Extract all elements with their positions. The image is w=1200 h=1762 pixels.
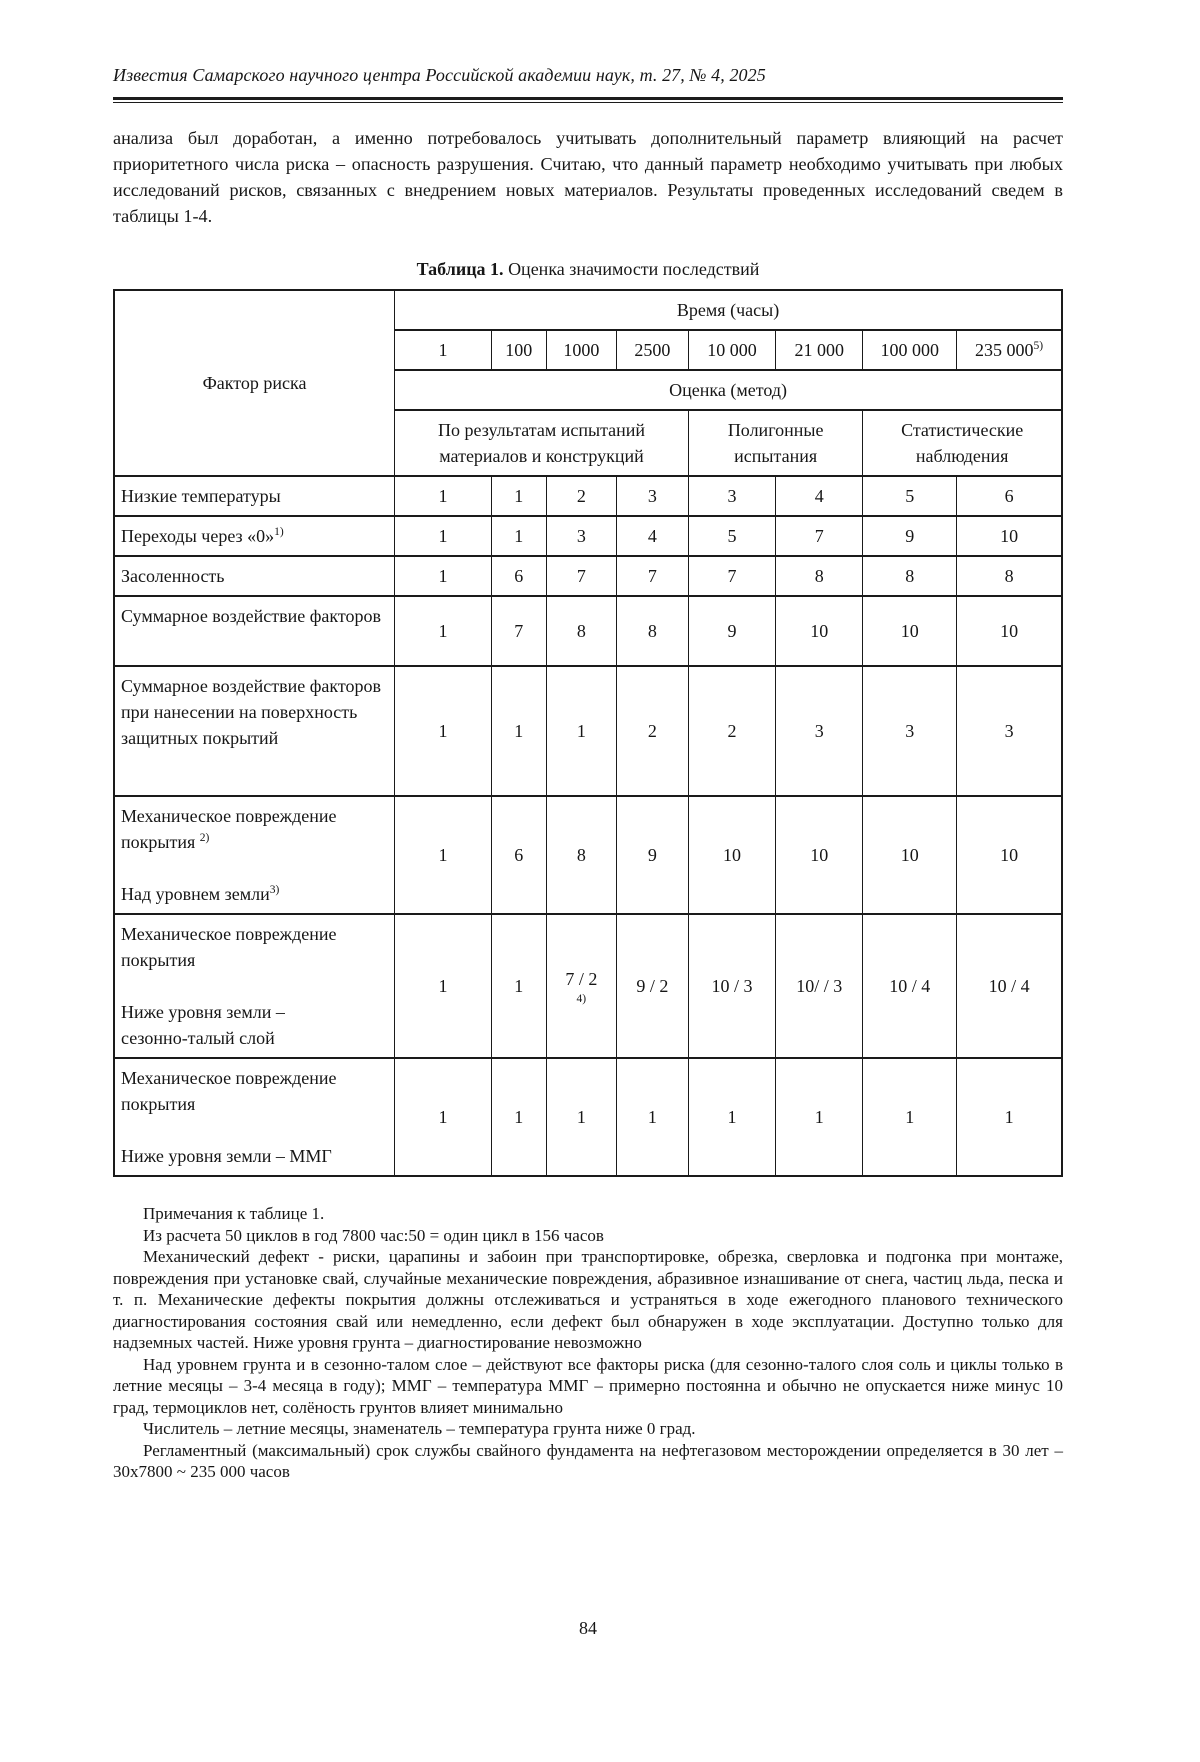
score-cell: 1 — [491, 666, 546, 796]
score-cell: 9 — [863, 516, 957, 556]
score-cell: 1 — [863, 1058, 957, 1176]
table-caption-number: Таблица 1. — [416, 259, 504, 279]
factor-label-line: Суммарное воздействие факторов — [121, 606, 382, 626]
score-cell: 3 — [688, 476, 775, 516]
factor-label-line: Ниже уровня земли – — [121, 1002, 285, 1022]
score-cell: 10/ / 3 — [776, 914, 863, 1058]
note-paragraph: Примечания к таблице 1. — [143, 1204, 325, 1223]
factor-label-cell — [114, 516, 395, 556]
factor-risk-header-cell: Фактор риска — [114, 290, 395, 476]
running-head — [113, 64, 1063, 103]
score-cell: 7 — [776, 516, 863, 556]
note-paragraph: Над уровнем грунта и в сезонно-талом слое – действуют все факторы риска (для сезонно-талого слоя соль и циклы только в летние месяцы – 3-4 месяца в году); ММГ – температура ММГ – примерно постоянна и обычно не опускается ниже минус 10 град, термоциклов нет, солёность грунтов влияет минимально — [113, 1354, 1063, 1417]
journal-header: Известия Самарского научного центра Российской академии наук, т. 27, № 4, 2025 — [113, 65, 766, 85]
factor-label-line — [121, 855, 388, 881]
score-cell: 1 — [616, 1058, 688, 1176]
score-cell: 1 — [491, 1058, 546, 1176]
factor-label-line: Низкие температуры — [121, 486, 281, 506]
score-cell: 1 — [395, 556, 492, 596]
score-cell: 2 — [616, 666, 688, 796]
score-cell: 10 — [957, 516, 1062, 556]
note-paragraph: Числитель – летние месяцы, знаменатель – температура грунта ниже 0 град. — [143, 1419, 696, 1438]
score-cell: 8 — [863, 556, 957, 596]
score-cell: 1 — [491, 516, 546, 556]
score-cell: 3 — [957, 666, 1062, 796]
score-cell: 10 — [776, 596, 863, 666]
factor-label-cell — [114, 476, 395, 516]
score-cell: 8 — [546, 796, 616, 914]
score-cell: 7 — [546, 556, 616, 596]
factor-label-cell — [114, 596, 395, 666]
table-row — [114, 516, 1062, 556]
score-cell: 1 — [395, 476, 492, 516]
score-cell: 3 — [776, 666, 863, 796]
score-cell: 10 — [688, 796, 775, 914]
factor-label-cell — [114, 556, 395, 596]
score-cell: 1 — [776, 1058, 863, 1176]
risk-assessment-table — [113, 289, 1063, 1177]
time-header-cell: Время (часы) — [395, 290, 1062, 330]
table-row — [114, 596, 1062, 666]
method-group-cell: Статистические наблюдения — [863, 410, 1062, 476]
table-row — [114, 556, 1062, 596]
score-cell: 1 — [957, 1058, 1062, 1176]
factor-label-line: сезонно-талый слой — [121, 1028, 275, 1048]
factor-label-line: Переходы через «0»$^{1)}$ — [121, 526, 284, 546]
footnote-marker: 5) — [1033, 340, 1044, 352]
notes-section — [113, 1203, 1063, 1483]
note-paragraph: Механический дефект - риски, царапины и забоин при транспортировке, обрезка, сверловка и подгонка при монтаже, повреждения при установке свай, случайные механические повреждения, абразивное изнашивание от снега, частиц льда, песка и т. п. Механические дефекты покрытия должны отслеживаться и устраняться в ходе ежегодного планового технического диагностирования состояния свай или немедленно, если дефект был обнаружен в ходе эксплуатации. Доступно только для надземных частей. Ниже уровня грунта – диагностирование невозможно — [113, 1247, 1063, 1352]
score-cell: 8 — [776, 556, 863, 596]
score-value: 7 / 2 — [565, 969, 598, 989]
score-cell: 2 — [546, 476, 616, 516]
score-cell: 1 — [395, 1058, 492, 1176]
score-cell: 9 — [616, 796, 688, 914]
intro-paragraph: анализа был доработан, а именно потребовалось учитывать дополнительный параметр влияющий на расчет приоритетного числа риска – опасность разрушения. Считаю, что данный параметр необходимо учитывать при любых исследований рисков, связанных с внедрением новых материалов. Результаты проведенных исследований сведем в таблицы 1-4. — [113, 128, 1063, 226]
score-cell: 1 — [546, 666, 616, 796]
method-group-cell: Полигонные испытания — [688, 410, 862, 476]
footnote-marker: 2) — [199, 832, 210, 844]
time-value-cell: 100 000 — [863, 330, 957, 370]
factor-label-line: Суммарное воздействие факторов при нанесении на поверхность защитных покрытий — [121, 676, 382, 748]
time-value-cell: 100 — [491, 330, 546, 370]
factor-label-cell — [114, 666, 395, 796]
factor-label-line: Механическое повреждение покрытия — [121, 1068, 337, 1114]
note-paragraph: Из расчета 50 циклов в год 7800 час:50 = один цикл в 156 часов — [143, 1225, 604, 1245]
score-cell: 1 — [395, 914, 492, 1058]
score-cell: 2 — [688, 666, 775, 796]
score-cell: 8 — [546, 596, 616, 666]
table-caption-title: Оценка значимости последствий — [503, 259, 760, 279]
score-cell: 5 — [688, 516, 775, 556]
factor-label-line: Над уровнем земли$^{3)}$ — [121, 884, 280, 904]
score-cell: 10 — [863, 596, 957, 666]
score-cell: 1 — [395, 516, 492, 556]
table-row — [114, 796, 1062, 914]
table-header-row-time — [114, 290, 1062, 330]
factor-label-line: Механическое повреждение покрытия $^{2)}$ — [121, 806, 337, 852]
score-cell: 7 — [688, 556, 775, 596]
footnote-marker: 1) — [274, 526, 284, 538]
score-cell: 10 / 4 — [957, 914, 1062, 1058]
score-cell: 3 — [546, 516, 616, 556]
table-row — [114, 666, 1062, 796]
score-cell: 7 — [491, 596, 546, 666]
score-cell: 1 — [395, 596, 492, 666]
score-cell: 6 — [491, 556, 546, 596]
time-value-cell: 1 — [395, 330, 492, 370]
score-cell: 10 — [957, 596, 1062, 666]
score-cell: 1 — [491, 476, 546, 516]
score-cell: 10 / 3 — [688, 914, 775, 1058]
score-cell: 1 — [546, 1058, 616, 1176]
time-value-cell: 21 000 — [776, 330, 863, 370]
score-cell: 1 — [395, 666, 492, 796]
score-cell: 8 — [616, 596, 688, 666]
table-row — [114, 914, 1062, 1058]
factor-label-line: Механическое повреждение покрытия — [121, 924, 337, 970]
factor-label-line: Засоленность — [121, 566, 225, 586]
score-cell: 4 — [616, 516, 688, 556]
footnote-marker: 4) — [576, 993, 587, 1005]
score-cell: 10 / 4 — [863, 914, 957, 1058]
score-cell: 8 — [957, 556, 1062, 596]
time-value-cell: 2500 — [616, 330, 688, 370]
score-cell: 3 — [616, 476, 688, 516]
score-cell: 9 — [688, 596, 775, 666]
score-cell: 10 — [776, 796, 863, 914]
score-cell: 10 — [863, 796, 957, 914]
header-rule-thin — [113, 102, 1063, 103]
factor-label-line — [121, 973, 388, 999]
score-cell: 1 — [688, 1058, 775, 1176]
factor-label-line: Ниже уровня земли – ММГ — [121, 1146, 332, 1166]
header-rule-thick — [113, 97, 1063, 100]
factor-label-cell — [114, 796, 395, 914]
footnote-marker: 3) — [269, 884, 280, 896]
time-value-cell: 10 000 — [688, 330, 775, 370]
table-row — [114, 1058, 1062, 1176]
score-cell — [546, 914, 616, 1058]
time-value-cell: 1000 — [546, 330, 616, 370]
factor-label-line — [121, 1117, 388, 1143]
page-number: 84 — [579, 1618, 597, 1638]
method-header-cell: Оценка (метод) — [395, 370, 1062, 410]
score-cell: 4 — [776, 476, 863, 516]
method-group-cell: По результатам испытаний материалов и конструкций — [395, 410, 689, 476]
note-paragraph: Регламентный (максимальный) срок службы свайного фундамента на нефтегазовом месторождении определяется в 30 лет – 30х7800 ~ 235 000 часов — [113, 1440, 1063, 1481]
time-value-cell: 235 000$^{5)}$ — [957, 330, 1062, 370]
table-caption — [113, 259, 1063, 280]
score-cell: 6 — [957, 476, 1062, 516]
factor-label-cell — [114, 914, 395, 1058]
score-cell: 9 / 2 — [616, 914, 688, 1058]
score-cell: 6 — [491, 796, 546, 914]
factor-label-cell — [114, 1058, 395, 1176]
score-cell: 5 — [863, 476, 957, 516]
score-cell: 3 — [863, 666, 957, 796]
score-cell: 7 — [616, 556, 688, 596]
score-cell: 1 — [395, 796, 492, 914]
table-row — [114, 476, 1062, 516]
score-cell: 1 — [491, 914, 546, 1058]
score-cell: 10 — [957, 796, 1062, 914]
